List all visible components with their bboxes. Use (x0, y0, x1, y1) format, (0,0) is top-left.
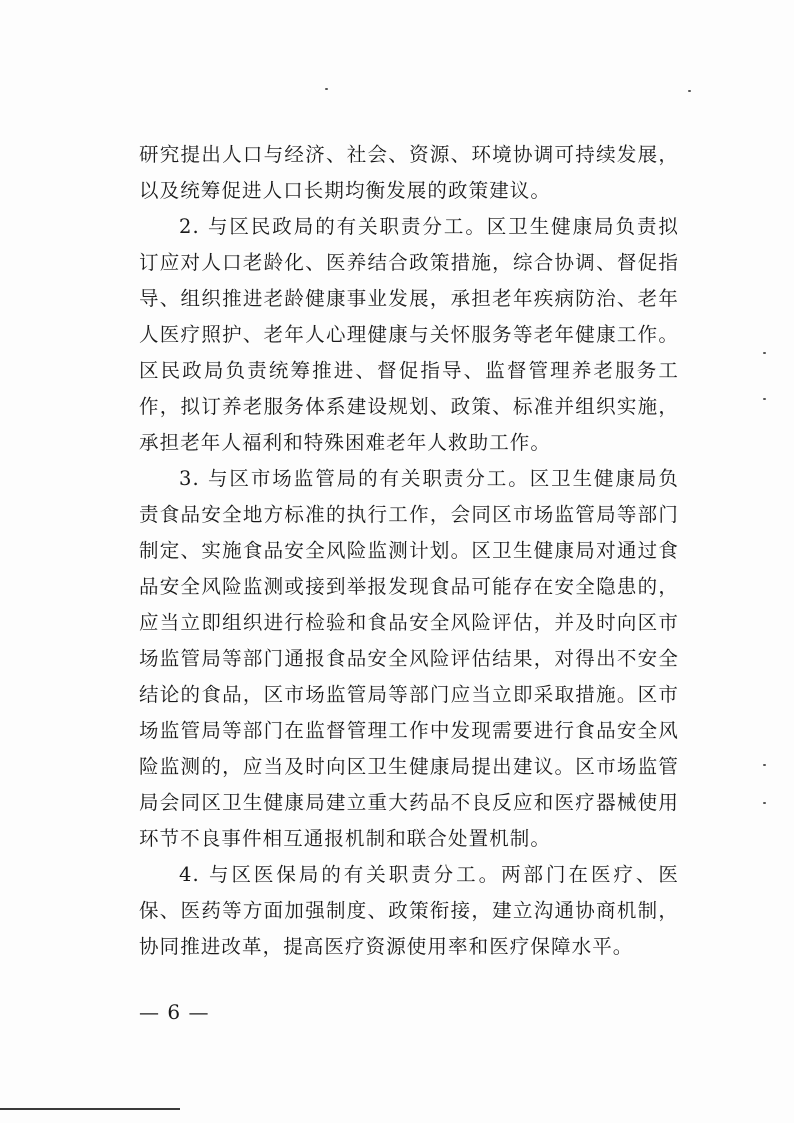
scan-speck (763, 352, 766, 354)
bottom-rule (0, 1108, 180, 1110)
page-number: — 6 — (139, 1000, 210, 1024)
scan-speck (688, 90, 691, 92)
paragraph-item-2: 2. 与区民政局的有关职责分工。区卫生健康局负责拟订应对人口老龄化、医养结合政策措施，综合协调、督促指导、组织推进老龄健康事业发展，承担老年疾病防治、老年人医疗照护、老年人心理健康与关怀服务等老年健康工作。区民政局负责统筹推进、督促指导、监督管理养老服务工作，拟订养老服务体系建设规划、政策、标准并组织实施，承担老年人福利和特殊困难老年人救助工作。 (139, 215, 679, 454)
scan-speck (325, 88, 328, 90)
scan-speck (763, 398, 766, 400)
scan-speck (763, 764, 766, 766)
body-text (139, 137, 679, 965)
paragraph-item-4: 4. 与区医保局的有关职责分工。两部门在医疗、医保、医药等方面加强制度、政策衔接，建立沟通协商机制，协同推进改革，提高医疗资源使用率和医疗保障水平。 (139, 863, 679, 958)
paragraph-continuation: 研究提出人口与经济、社会、资源、环境协调可持续发展，以及统筹促进人口长期均衡发展的政策建议。 (139, 143, 679, 202)
paragraph-item-3: 3. 与区市场监管局的有关职责分工。区卫生健康局负责食品安全地方标准的执行工作，会同区市场监管局等部门制定、实施食品安全风险监测计划。区卫生健康局对通过食品安全风险监测或接到举报发现食品可能存在安全隐患的，应当立即组织进行检验和食品安全风险评估，并及时向区市场监管局等部门通报食品安全风险评估结果，对得出不安全结论的食品，区市场监管局等部门应当立即采取措施。区市场监管局等部门在监督管理工作中发现需要进行食品安全风险监测的，应当及时向区卫生健康局提出建议。区市场监管局会同区卫生健康局建立重大药品不良反应和医疗器械使用环节不良事件相互通报机制和联合处置机制。 (139, 467, 679, 850)
scan-speck (763, 802, 766, 804)
